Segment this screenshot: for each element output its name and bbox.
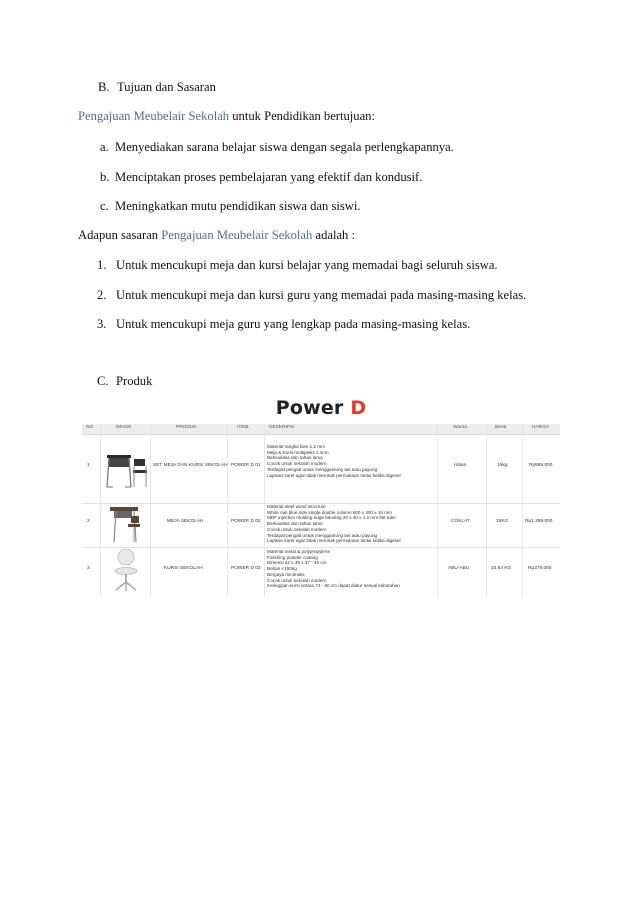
target-text: Untuk mencukupi meja dan kursi guru yang memadai pada masing-masing kelas.: [116, 288, 527, 302]
targets-intro-prefix: Adapun sasaran: [78, 228, 162, 242]
brand-main: Power: [275, 397, 351, 419]
goal-text: Menciptakan proses pembelajaran yang efektif dan kondusif.: [115, 170, 423, 184]
goal-text: Meningkatkan mutu pendidikan siswa dan siswi.: [115, 199, 361, 213]
targets-intro: [78, 228, 355, 243]
target-item: [97, 288, 526, 303]
header-harga: HARGA: [532, 425, 550, 430]
row-no: 2: [87, 519, 90, 524]
target-marker: 2.: [97, 288, 107, 302]
goal-marker: a.: [100, 140, 109, 154]
target-item: [97, 258, 498, 273]
row-harga: Rp1.289.000: [525, 519, 553, 524]
desc-line: Bergaya minimalis: [267, 571, 305, 577]
header-item: ITEM: [237, 425, 249, 430]
desc-line: Cocok untuk sekolah modern: [267, 461, 327, 467]
header-berat: Berat: [495, 425, 507, 430]
header-no: NO: [86, 425, 94, 430]
desc-line: Material rangka besi 1.2 mm: [267, 444, 325, 449]
row-item: POWER D 03: [231, 566, 261, 571]
header-warna: Warna: [453, 425, 467, 430]
row-produk: SET MEJA DAN KURSI SEKOLAH: [153, 463, 228, 468]
goal-marker: b.: [100, 170, 110, 184]
header-image: IMAGE: [116, 425, 132, 430]
school-chair-image: [110, 548, 142, 594]
target-marker: 1.: [97, 258, 107, 272]
row-warna: ABU-ABU: [448, 566, 470, 571]
row-no: 3: [87, 566, 90, 571]
row-berat: 15kg: [497, 463, 508, 468]
row-produk: KURSI SEKOLAH: [164, 566, 203, 571]
target-marker: 3.: [97, 317, 107, 331]
desc-line: Meja & Kursi multipleks 1.4cm: [267, 449, 329, 455]
goal-marker: c.: [100, 199, 109, 213]
desc-line: Terdapat pengait untuk menggantung tas atau payung: [267, 466, 378, 472]
brand-accent: D: [350, 397, 367, 419]
row-warna: Hitam: [454, 463, 467, 468]
desc-line: Material metal & polypropylene: [267, 549, 331, 554]
desc-line: Berkualitas dan tahan lama: [267, 455, 323, 461]
row-produk: MEJA SEKOLAH: [167, 519, 204, 524]
desc-line: White oak blue side single double column 600 x 400 x 16 mm: [267, 509, 392, 515]
goal-text: Menyediakan sarana belajar siswa dengan segala perlengkapannya.: [115, 140, 454, 154]
header-deskripsi: DESKRIPSI: [269, 425, 295, 430]
school-desk-image: [106, 504, 146, 546]
desc-line: Cocok untuk sekolah modern: [267, 577, 327, 583]
header-produk: PRODUK: [176, 425, 197, 430]
section-b-marker: B.: [98, 80, 110, 94]
goal-item: [100, 199, 361, 214]
desc-line: Cocok untuk sekolah modern: [267, 526, 327, 532]
desc-line: Finishing powder coating: [267, 554, 318, 560]
desc-line: Lapisan karet agar tidak merusak permukaan lantai ketika digeser: [267, 538, 402, 544]
section-c-marker: C.: [97, 374, 109, 388]
section-b-heading: [98, 80, 216, 95]
target-item: [97, 317, 470, 332]
goal-item: [100, 140, 454, 155]
desc-line: MDF injection molding edge banding 20 x 40 x 1.2 mm flat tube: [267, 515, 396, 521]
proposal-link[interactable]: Pengajuan Meubelair Sekolah: [78, 109, 230, 123]
desc-line: Ketinggian kursi antara 74 - 80 cm dapat diatur sesuai kebutuhan: [267, 583, 400, 589]
proposal-link[interactable]: Pengajuan Meubelair Sekolah: [161, 228, 313, 242]
product-table: [82, 397, 560, 597]
target-text: Untuk mencukupi meja dan kursi belajar yang memadai bagi seluruh siswa.: [116, 258, 498, 272]
desc-line: Material steel wood structure: [267, 504, 326, 509]
row-berat: 23.64 KG: [491, 566, 512, 571]
row-harga: Rp378.000: [528, 566, 552, 571]
row-item: POWER D 02: [231, 519, 261, 524]
brand-logo: [82, 397, 560, 421]
row-warna: COKLAT: [451, 519, 470, 524]
desc-line: Terdapat pengait untuk menggantung tas atau payung: [267, 532, 378, 538]
table-row: [82, 503, 560, 548]
desc-line: Berkualitas dan tahan lama: [267, 521, 323, 527]
row-description: [267, 504, 401, 544]
row-description: [267, 444, 401, 478]
row-item: POWER D 01: [231, 463, 261, 468]
desc-line: Dimensi 42 x 39 x 37 - 45 cm: [267, 560, 327, 566]
intro-text: untuk Pendidikan bertujuan:: [229, 109, 375, 123]
desc-line: Beban <150kg: [267, 566, 297, 572]
table-row: [82, 547, 560, 595]
row-harga: Rp589.000: [529, 463, 553, 468]
row-description: [267, 549, 400, 589]
row-berat: 16KG: [496, 519, 509, 524]
table-header: [82, 424, 560, 435]
desc-line: Lapisan karet agar tidak merusak permukaan lantai ketika digeser: [267, 472, 402, 478]
section-b-title: Tujuan dan Sasaran: [117, 80, 216, 94]
table-row: [82, 435, 560, 504]
row-no: 1: [87, 463, 90, 468]
section-c-heading: [97, 374, 152, 389]
desk-chair-set-image: [101, 449, 151, 491]
targets-intro-suffix: adalah :: [312, 228, 355, 242]
section-c-title: Produk: [116, 374, 153, 388]
target-text: Untuk mencukupi meja guru yang lengkap pada masing-masing kelas.: [116, 317, 471, 331]
intro-paragraph: [78, 109, 375, 124]
goal-item: [100, 170, 422, 185]
